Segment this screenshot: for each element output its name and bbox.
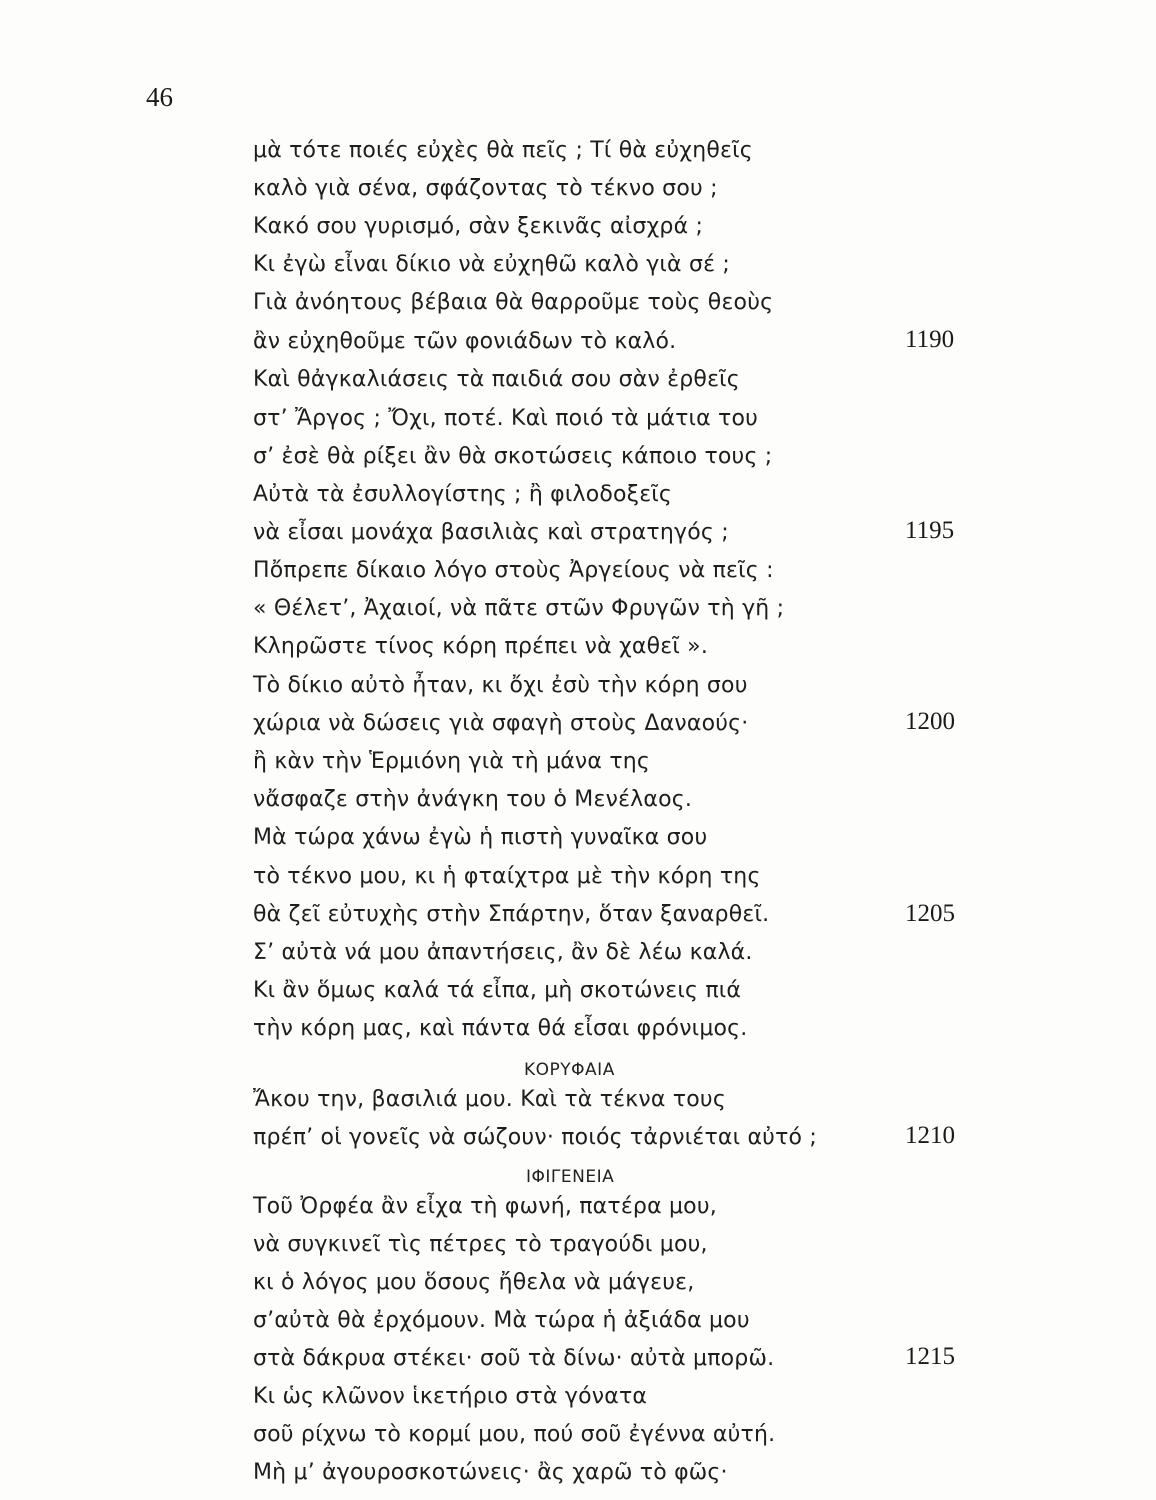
verse-line: Αὐτὰ τὰ ἐσυλλογίστης ; ἢ φιλοδοξεῖς: [253, 482, 673, 508]
verse-line: Καὶ θἀγκαλιάσεις τὰ παιδιά σου σὰν ἐρθεῖς: [253, 367, 740, 393]
verse-line: τὸ τέκνο μου, κι ἡ φταίχτρα μὲ τὴν κόρη της: [253, 864, 761, 890]
verse-line: χώρια νὰ δώσεις γιὰ σφαγὴ στοὺς Δαναούς·: [253, 711, 749, 737]
verse-line: ἂν εὐχηθοῦμε τῶν φονιάδων τὸ καλό.: [253, 329, 677, 355]
line-number: 1210: [905, 1122, 955, 1150]
verse-line: στὰ δάκρυα στέκει· σοῦ τὰ δίνω· αὐτὰ μπορῶ.: [253, 1345, 775, 1371]
verse-line: νἄσφαζε στὴν ἀνάγκη του ὁ Μενέλαος.: [253, 787, 693, 813]
verse-line: στ’ Ἄργος ; Ὄχι, ποτέ. Καὶ ποιό τὰ μάτια του: [253, 406, 759, 432]
verse-line: Κι ἂν ὅμως καλά τά εἶπα, μὴ σκοτώνεις πιά: [253, 978, 742, 1004]
verse-line: νὰ συγκινεῖ τὶς πέτρες τὸ τραγούδι μου,: [253, 1231, 708, 1257]
verse-line: Σ’ αὐτὰ νά μου ἀπαντήσεις, ἂν δὲ λέω καλά.: [253, 940, 753, 966]
verse-line: Τοῦ Ὀρφέα ἂν εἶχα τὴ φωνή, πατέρα μου,: [253, 1193, 717, 1219]
verse-line: κι ὁ λόγος μου ὅσους ἤθελα νὰ μάγευε,: [253, 1269, 695, 1295]
line-number: 1205: [905, 899, 955, 927]
verse-line: σ’ ἐσὲ θὰ ρίξει ἂν θὰ σκοτώσεις κάποιο τους ;: [253, 444, 773, 470]
line-number: 1195: [905, 517, 955, 545]
verse-line: Κληρῶστε τίνος κόρη πρέπει νὰ χαθεῖ ».: [253, 634, 709, 660]
verse-line: Μὴ μ’ ἀγουροσκοτώνεις· ἂς χαρῶ τὸ φῶς·: [253, 1460, 728, 1485]
verse-line: Κι ἐγὼ εἶναι δίκιο νὰ εὐχηθῶ καλὸ γιὰ σέ ;: [253, 252, 730, 278]
verse-line: νὰ εἶσαι μονάχα βασιλιὰς καὶ στρατηγός ;: [253, 520, 729, 546]
verse-line: Κι ὡς κλῶνον ἱκετήριο στὰ γόνατα: [253, 1383, 648, 1409]
page-number: 46: [146, 82, 173, 112]
verse-line: πρέπ’ οἱ γονεῖς νὰ σώζουν· ποιός τἀρνιέται αὐτό ;: [253, 1124, 818, 1150]
line-number: 1200: [905, 708, 955, 736]
speaker-label-koryfaia: ΚΟΡΥΦΑΙΑ: [524, 1059, 615, 1080]
line-number: 1190: [905, 326, 955, 354]
verse-line: τὴν κόρη μας, καὶ πάντα θά εἶσαι φρόνιμος.: [253, 1016, 748, 1042]
verse-line: Κακό σου γυρισμό, σὰν ξεκινᾶς αἰσχρά ;: [253, 214, 704, 240]
verse-line: Τὸ δίκιο αὐτὸ ἦταν, κι ὄχι ἐσὺ τὴν κόρη σου: [253, 673, 748, 699]
verse-line: Πὄπρεπε δίκαιο λόγο στοὺς Ἀργείους νὰ πεῖς :: [253, 558, 774, 584]
verse-line: ἢ κὰν τὴν Ἑρμιόνη γιὰ τὴ μάνα της: [253, 749, 651, 775]
verse-line: καλὸ γιὰ σένα, σφάζοντας τὸ τέκνο σου ;: [253, 176, 718, 202]
verse-line: σοῦ ρίχνω τὸ κορμί μου, πού σοῦ ἐγέννα αὐτή.: [253, 1421, 776, 1447]
verse-line: σ’αὐτὰ θὰ ἐρχόμουν. Μὰ τώρα ἡ ἀξιάδα μου: [253, 1307, 750, 1333]
verse-line: μὰ τότε ποιές εὐχὲς θὰ πεῖς ; Τί θὰ εὐχηθεῖς: [253, 138, 753, 163]
verse-line: θὰ ζεῖ εὐτυχὴς στὴν Σπάρτην, ὅταν ξαναρθεῖ.: [253, 902, 770, 928]
verse-line: Μὰ τώρα χάνω ἐγὼ ἡ πιστὴ γυναῖκα σου: [253, 825, 708, 851]
speaker-label-iphigeneia: ΙΦΙΓΕΝΕΙΑ: [526, 1166, 615, 1187]
verse-line: Ἄκου την, βασιλιά μου. Καὶ τὰ τέκνα τους: [253, 1086, 726, 1112]
line-number: 1215: [905, 1343, 955, 1371]
verse-line: « Θέλετ’, Ἀχαιοί, νὰ πᾶτε στῶν Φρυγῶν τὴ γῆ ;: [253, 596, 785, 622]
verse-line: Γιὰ ἀνόητους βέβαια θὰ θαρροῦμε τοὺς θεοὺς: [253, 290, 774, 316]
